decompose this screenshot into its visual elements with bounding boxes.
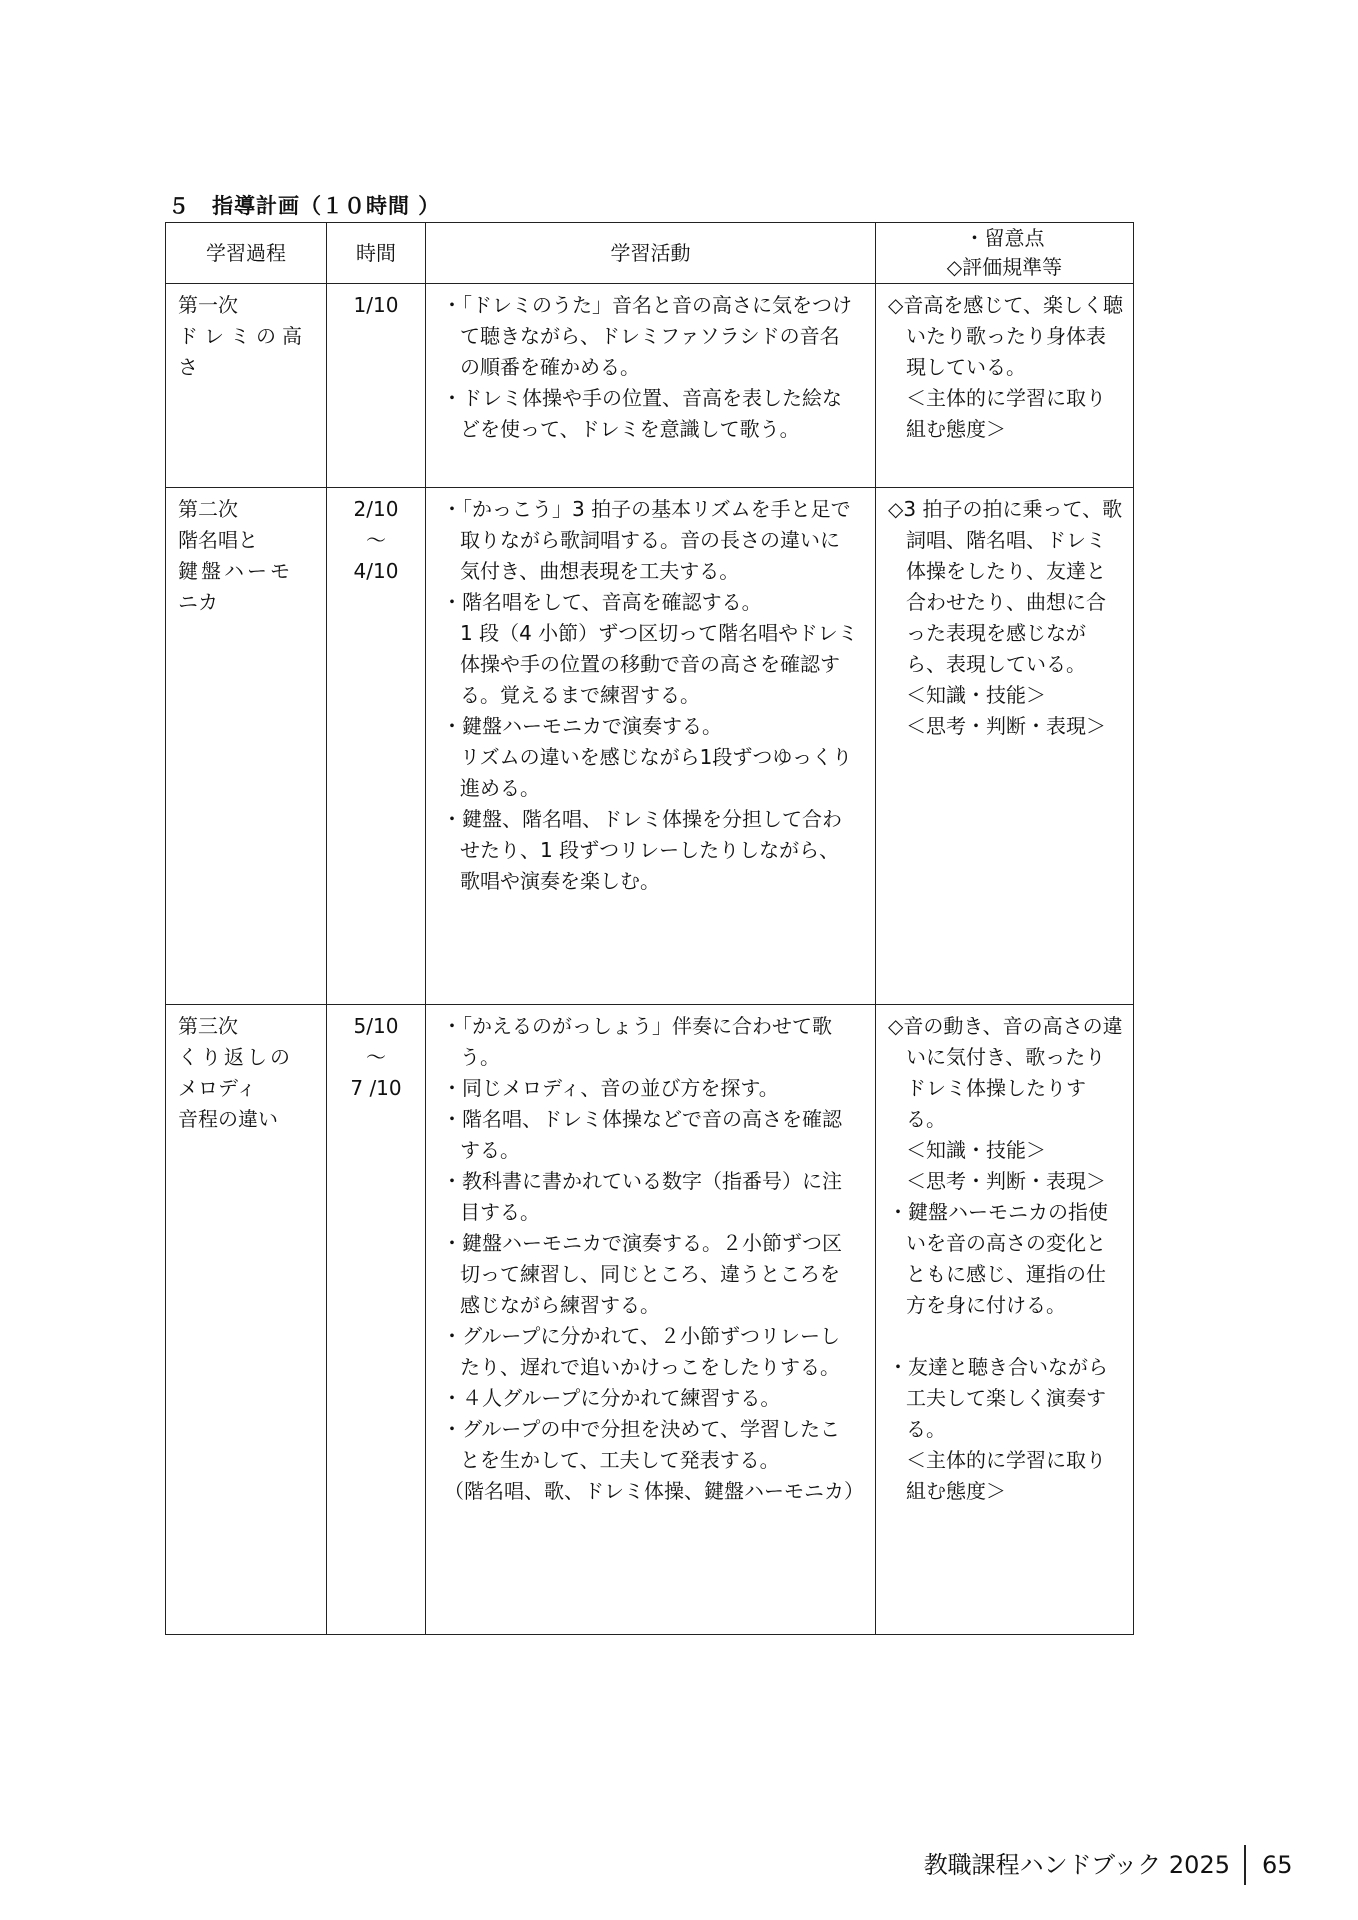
stage-cell (166, 284, 327, 488)
stage-line: ドレミの高 (178, 324, 308, 348)
stage-cell (166, 1005, 327, 1635)
evaluation-item: ・友達と聴き合いながら工夫して楽しく演奏する。 (888, 1355, 1108, 1441)
evaluation-criteria: ＜思考・判断・表現＞ (906, 714, 1106, 738)
activity-item: ・同じメロディ、音の並び方を探す。 (442, 1076, 779, 1100)
header-activities: 学習活動 (426, 223, 876, 284)
evaluation-criteria: ＜知識・技能＞ (906, 683, 1046, 707)
section-heading: ５ 指導計画（１０時間 ） (168, 194, 441, 218)
stage-line: ニカ (178, 590, 218, 614)
time-line: 5/10 (353, 1014, 399, 1038)
header-stage: 学習過程 (166, 223, 327, 284)
activities-cell (426, 1005, 876, 1635)
stage-line: 鍵盤ハーモ (178, 559, 293, 583)
activity-item: ・ドレミ体操や手の位置、音高を表した絵などを使って、ドレミを意識して歌う。 (442, 386, 842, 441)
time-line: 7 /10 (350, 1076, 402, 1100)
evaluation-criteria: ＜知識・技能＞ (906, 1138, 1046, 1162)
evaluation-criteria: ＜思考・判断・表現＞ (906, 1169, 1106, 1193)
evaluation-spacer (888, 1321, 1123, 1352)
evaluation-item: ◇音の動き、音の高さの違いに気付き、歌ったりドレミ体操したりする。 (888, 1014, 1123, 1131)
time-cell (327, 488, 426, 1005)
activity-note: （階名唱、歌、ドレミ体操、鍵盤ハーモニカ） (444, 1479, 864, 1503)
evaluation-item: ・鍵盤ハーモニカの指使いを音の高さの変化とともに感じ、運指の仕方を身に付ける。 (888, 1200, 1108, 1317)
evaluation-item: ◇3 拍子の拍に乗って、歌詞唱、階名唱、ドレミ体操をしたり、友達と合わせたり、曲想に合った表現を感じながら、表現している。 (888, 497, 1123, 676)
activity-detail: リズムの違いを感じながら1段ずつゆっくり進める。 (460, 745, 853, 800)
activity-item: ・階名唱、ドレミ体操などで音の高さを確認する。 (442, 1107, 842, 1162)
activity-item: ・鍵盤、階名唱、ドレミ体操を分担して合わせたり、1 段ずつリレーしたりしながら、歌唱や演奏を楽しむ。 (442, 807, 842, 893)
activities-cell (426, 284, 876, 488)
table-header-row (166, 223, 1134, 284)
evaluation-cell (876, 284, 1134, 488)
activity-item: ・「かえるのがっしょう」伴奏に合わせて歌う。 (442, 1014, 832, 1069)
activity-item: ・鍵盤ハーモニカで演奏する。 (442, 714, 722, 738)
page-number: 65 (1262, 1851, 1293, 1879)
activities-cell (426, 488, 876, 1005)
time-cell (327, 1005, 426, 1635)
evaluation-item: ◇音高を感じて、楽しく聴いたり歌ったり身体表現している。 (888, 293, 1123, 379)
stage-line: 第一次 (178, 293, 238, 317)
activity-item: ・階名唱をして、音高を確認する。 (442, 590, 762, 614)
time-line: 1/10 (353, 293, 399, 317)
activity-item: ・４人グループに分かれて練習する。 (442, 1386, 781, 1410)
activity-item: ・「かっこう」3 拍子の基本リズムを手と足で取りながら歌詞唱する。音の長さの違いに気付き、曲想表現を工夫する。 (442, 497, 851, 583)
stage-line: 第二次 (178, 497, 238, 521)
stage-cell (166, 488, 327, 1005)
activity-item: ・「ドレミのうた」音名と音の高さに気をつけて聴きながら、ドレミファソラシドの音名の順番を確かめる。 (442, 293, 852, 379)
activity-item: ・グループの中で分担を決めて、学習したことを生かして、工夫して発表する。 (442, 1417, 840, 1472)
evaluation-criteria: ＜主体的に学習に取り組む態度＞ (906, 386, 1106, 441)
activity-item: ・教科書に書かれている数字（指番号）に注目する。 (442, 1169, 842, 1224)
stage-line: 第三次 (178, 1014, 238, 1038)
evaluation-cell (876, 1005, 1134, 1635)
header-evaluation (876, 223, 1134, 284)
table-row (166, 1005, 1134, 1635)
time-line: 2/10 (353, 497, 399, 521)
time-line: ～ (366, 528, 386, 552)
activity-detail: 1 段（4 小節）ずつ区切って階名唱やドレミ体操や手の位置の移動で音の高さを確認する。覚えるまで練習する。 (460, 621, 858, 707)
evaluation-criteria: ＜主体的に学習に取り組む態度＞ (906, 1448, 1106, 1503)
activity-item: ・鍵盤ハーモニカで演奏する。２小節ずつ区切って練習し、同じところ、違うところを感じながら練習する。 (442, 1231, 842, 1317)
stage-line: 階名唱と (178, 528, 258, 552)
stage-line: さ (178, 355, 198, 379)
header-criteria-label: ◇評価規準等 (946, 255, 1063, 279)
stage-line: くり返しの (178, 1045, 293, 1069)
table-row (166, 488, 1134, 1005)
stage-line: 音程の違い (178, 1107, 278, 1131)
footer-title: 教職課程ハンドブック 2025 (924, 1845, 1246, 1885)
time-cell (327, 284, 426, 488)
time-line: ～ (366, 1045, 386, 1069)
time-line: 4/10 (353, 559, 399, 583)
header-time: 時間 (327, 223, 426, 284)
activity-item: ・グループに分かれて、２小節ずつリレーしたり、遅れで追いかけっこをしたりする。 (442, 1324, 840, 1379)
table-row (166, 284, 1134, 488)
header-notes-label: ・留意点 (964, 226, 1045, 250)
lesson-plan-table (165, 222, 1134, 1635)
evaluation-cell (876, 488, 1134, 1005)
stage-line: メロディ (178, 1076, 257, 1100)
